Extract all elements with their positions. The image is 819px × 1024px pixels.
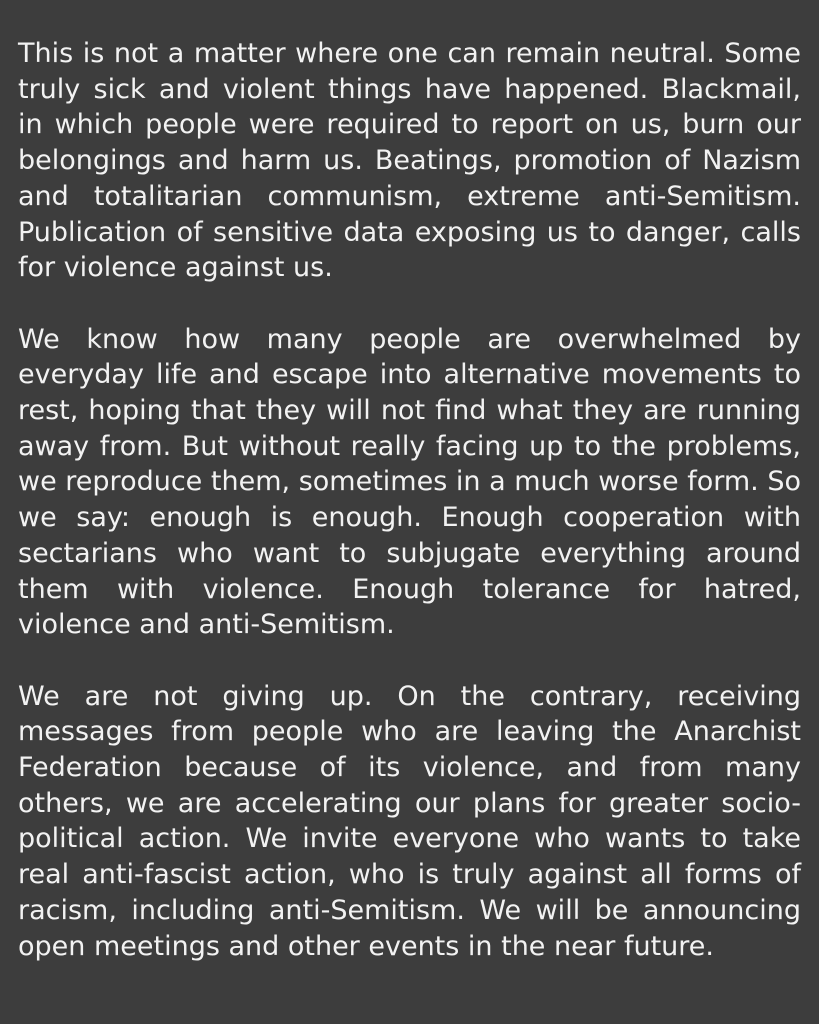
paragraph-neutrality: This is not a matter where one can remain neutral. Some truly sick and violent things have happened. Blackmail, in which people were required to report on us, burn our belongings and harm us. Beatings, promotion of Nazism and totalitarian communism, extreme anti-Semitism. Publication of sensitive data exposing us to danger, calls for violence against us. [18,38,801,284]
paragraph-not-giving-up: We are not giving up. On the contrary, receiving messages from people who are leaving the Anarchist Federation because of its violence, and from many others, we are accelerating our plans for greater socio-political action. We invite everyone who wants to take real anti-fascist action, who is truly against all forms of racism, including anti-Semitism. We will be announcing open meetings and other events in the near future. [18,680,801,962]
paragraph-enough-is-enough: We know how many people are overwhelmed by everyday life and escape into alternative movements to rest, hoping that they will not find what they are running away from. But without really facing up to the problems, we reproduce them, sometimes in a much worse form. So we say: enough is enough. Enough cooperation with sectarians who want to subjugate everything around them with violence. Enough tolerance for hatred, violence and anti-Semitism. [18,323,801,641]
